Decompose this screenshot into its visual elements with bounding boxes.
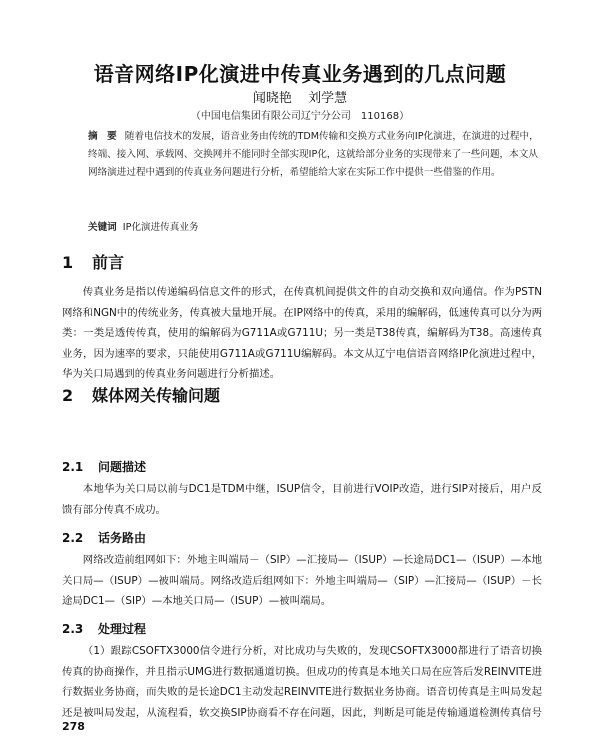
keywords-label: 关键词	[88, 222, 117, 233]
author-name: 刘学慧	[308, 91, 348, 106]
keywords-text: IP化演进传真业务	[122, 222, 199, 233]
body-paragraph: （1）跟踪CSOFTX3000信令进行分析，对比成功与失败的，发现CSOFTX3000都进行了语音切换传真的协商操作，并且指示UMG进行数据通道切换。但成功的传真是本地关口局在应答后发REINVITE进行数据业务协商，而失败的是长途DC1主动发起REINVITE进行数据业务协商。语音切传真是主叫局发起还是被叫局发起，从流程看，软交换SIP协商看不存在问题，因此，判断是可能是传输通道检测传真信号	[62, 645, 542, 719]
paper-title: 语音网络IP化演进中传真业务遇到的几点问题	[93, 62, 507, 86]
body-paragraph: 传真业务是指以传递编码信息文件的形式，在传真机间提供文件的自动交换和双向通信。作为PSTN网络和NGN中的传统业务，传真被大量地开展。在IP网络中的传真，采用的编解码，低速传真可以分为两类：一类是透传传真，使用的编解码为G711A或G711U；另一类是T38传真，编解码为T38。高速传真业务，因为速率的要求，只能使用G711A或G711U编解码。本文从辽宁电信语音网络IP化演进过程中，华为关口局遇到的传真业务问题进行分析描述。	[62, 286, 542, 380]
subsection-title: 处理过程	[98, 622, 147, 636]
subsection-title: 话务路由	[98, 531, 147, 545]
section-title: 前言	[92, 253, 125, 272]
section-title: 媒体网关传输问题	[92, 386, 221, 405]
section-heading	[62, 383, 220, 406]
keywords	[88, 220, 540, 236]
affiliation: （中国电信集团有限公司辽宁分公司 110168）	[190, 111, 410, 122]
author-line	[0, 87, 600, 106]
page-number: 278	[62, 720, 85, 733]
subsection-number: 2.1	[62, 460, 84, 474]
abstract-text: 随着电信技术的发展，语音业务由传统的TDM传输和交换方式业务向IP化演进，在演进的过程中，终端、接入网、承载网、交换网并不能同时全部实现IP化，这就给部分业务的实现带来了一些问题，本文从网络演进过程中遇到的传真业务问题进行分析，希望能给大家在实际工作中提供一些借鉴的作用。	[88, 131, 539, 178]
abstract-label: 摘 要	[88, 131, 117, 142]
subsection-heading	[62, 620, 146, 637]
subsection-heading	[62, 458, 146, 475]
subsection-title: 问题描述	[98, 460, 147, 474]
section-number: 2	[62, 386, 74, 405]
section-number: 1	[62, 253, 74, 272]
subsection-heading	[62, 529, 146, 546]
body-paragraph: 本地华为关口局以前与DC1是TDM中继，ISUP信令，目前进行VOIP改造，进行SIP对接后，用户反馈有部分传真不成功。	[62, 483, 542, 516]
author-name: 闻晓艳	[252, 91, 292, 106]
abstract	[88, 128, 540, 182]
section-heading	[62, 250, 124, 273]
subsection-number: 2.2	[62, 531, 84, 545]
body-paragraph: 网络改造前组网如下：外地主叫端局－（SIP）—汇接局—（ISUP）—长途局DC1—（ISUP）—本地关口局—（ISUP）—被叫端局。网络改造后组网如下：外地主叫端局—（SIP）—汇接局—（ISUP）－长途局DC1—（SIP）—本地关口局—（ISUP）—被叫端局。	[62, 554, 542, 607]
subsection-number: 2.3	[62, 622, 84, 636]
